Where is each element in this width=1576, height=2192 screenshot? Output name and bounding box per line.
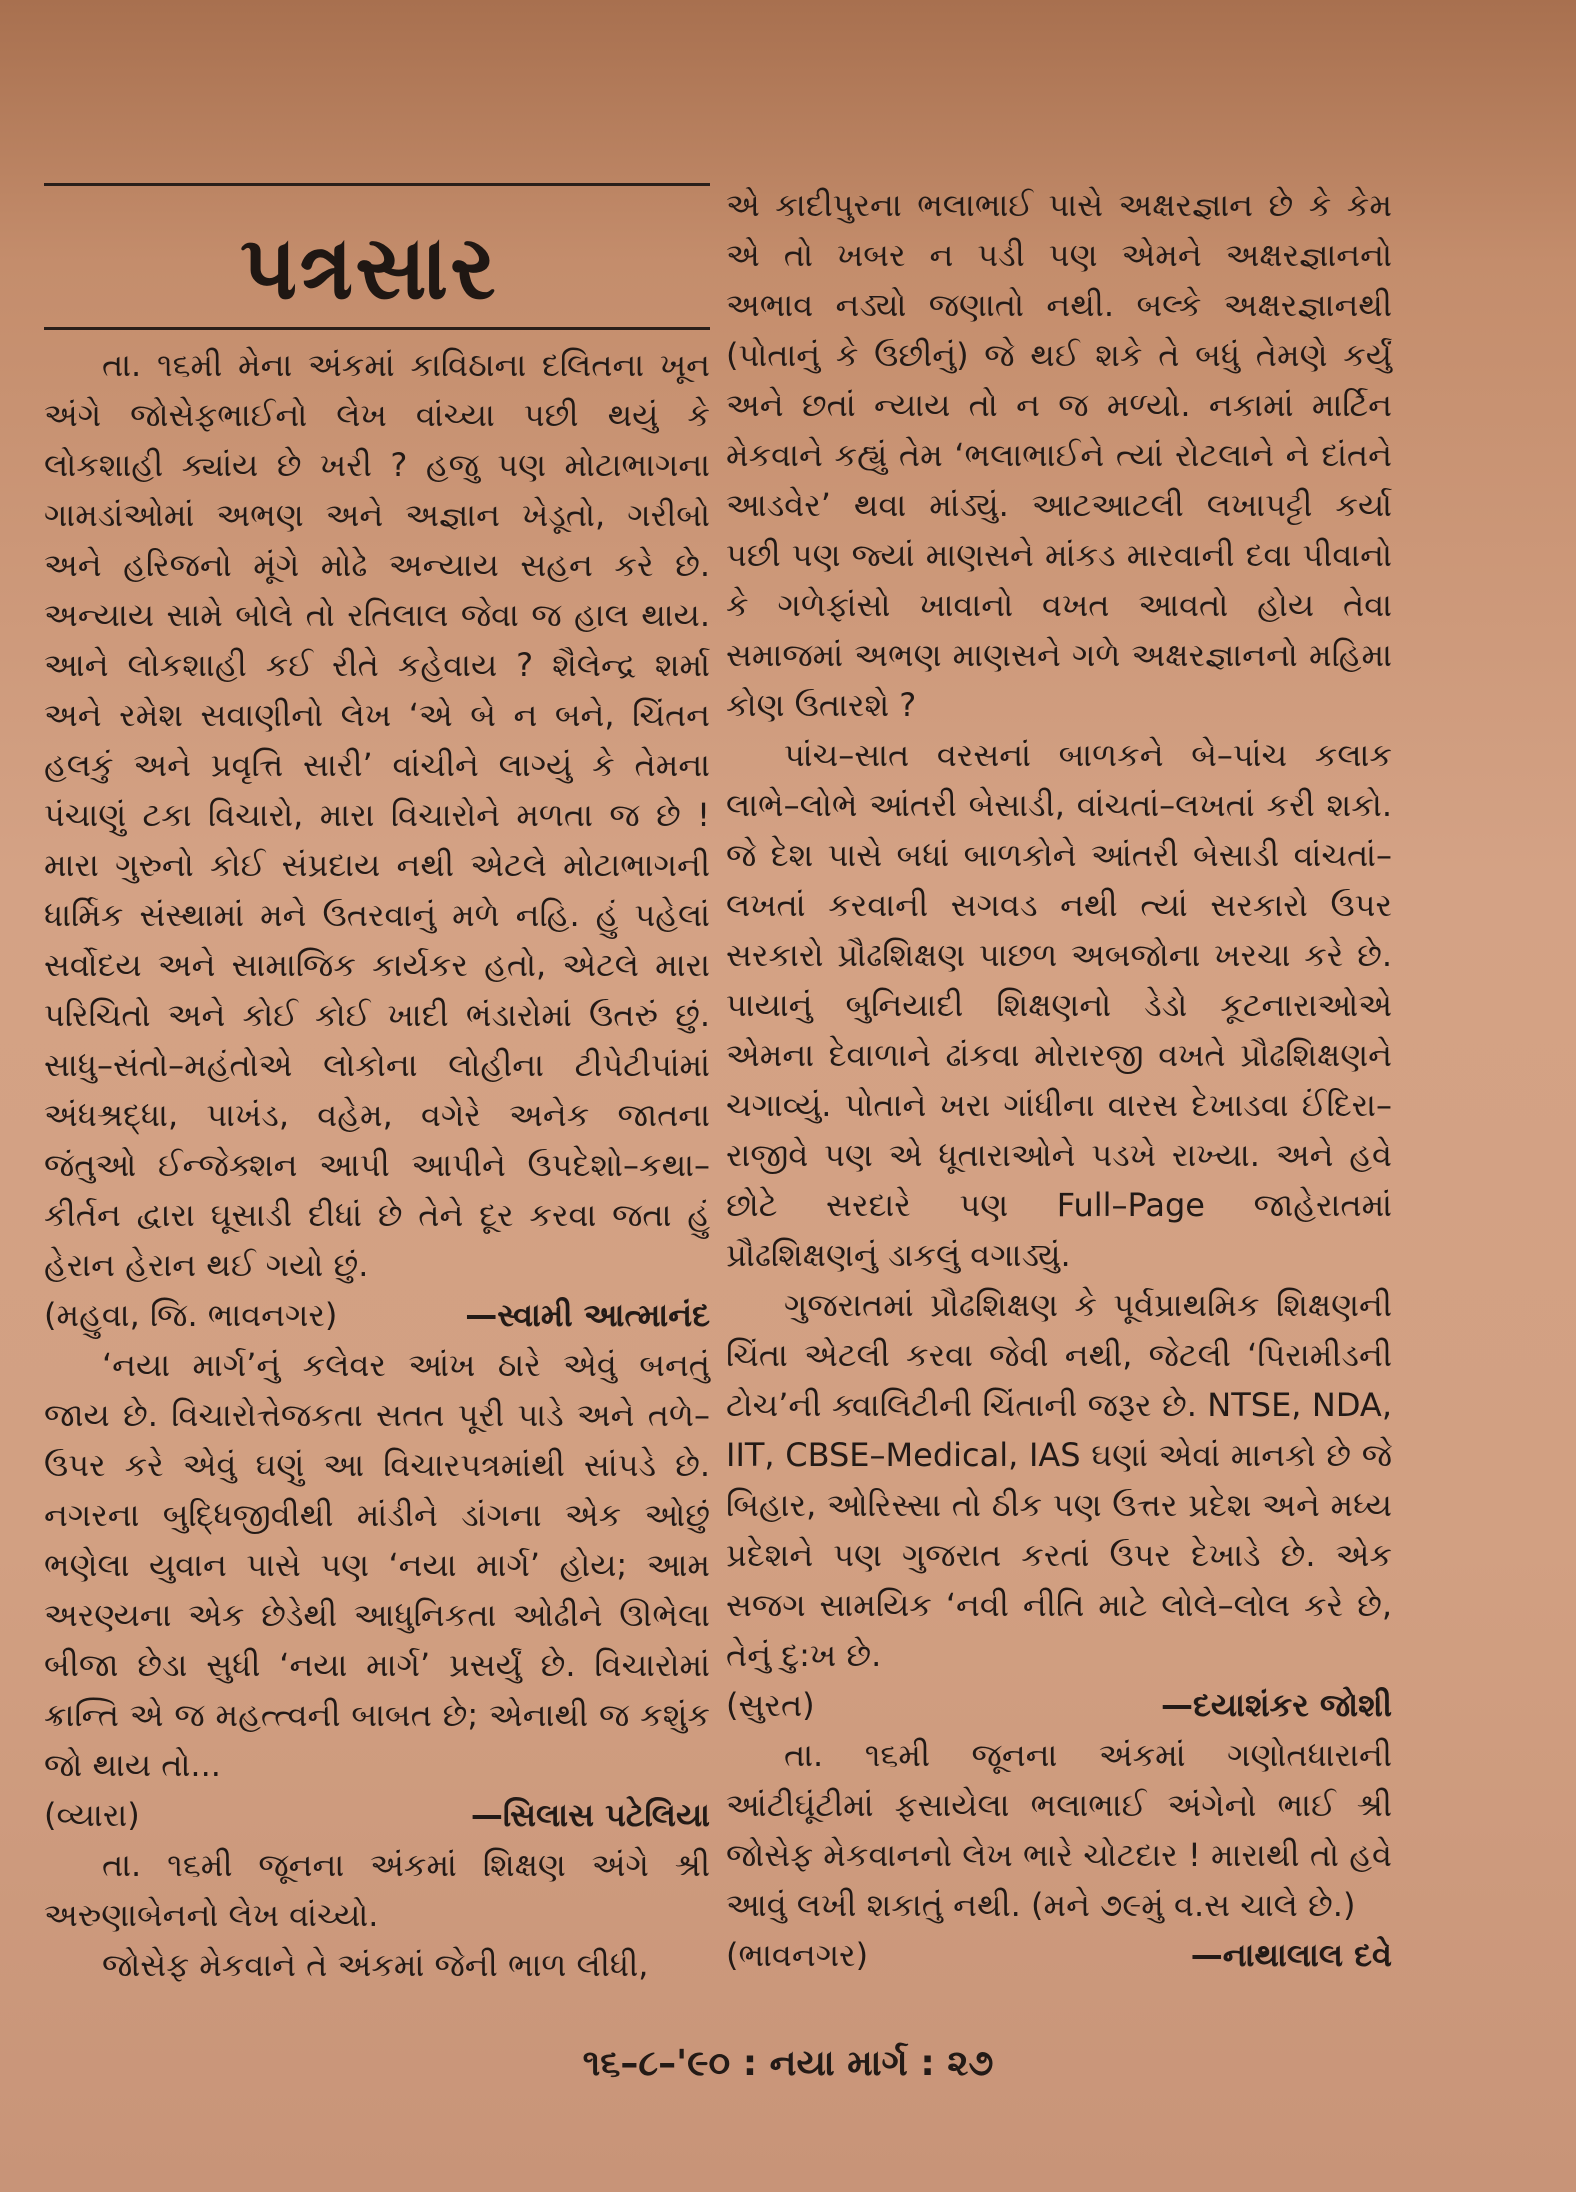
signature-name: —નાથાલાલ દવે — [1190, 1936, 1392, 1974]
title-bottom-rule — [44, 327, 710, 330]
letter-paragraph: ગુજરાતમાં પ્રૌઢશિક્ષણ કે પૂર્વપ્રાથમિક શિક્ષણની ચિંતા એટલી કરવા જેવી નથી, જેટલી ‘પિરામીડની ટોચ’ની ક્વાલિટીની ચિંતાની જરૂર છે. NTSE, NDA, IIT, CBSE–Medical, IAS ઘણાં એવાં માનકો છે જે બિહાર, ઓરિસ્સા તો ઠીક પણ ઉત્તર પ્રદેશ અને મધ્ય પ્રદેશને પણ ગુજરાત કરતાં ઉપર દેખાડે છે. એક સજગ સામયિક ‘નવી નીતિ માટે લોલે–લોલ કરે છે, તેનું દુ:ખ છે. — [726, 1286, 1392, 1674]
page-footer: ૧૬–૮–'૯૦ : નયા માર્ગ : ૨૭ — [582, 2043, 994, 2084]
signature-name: —સ્વામી આત્માનંદ — [465, 1296, 710, 1334]
letter-paragraph: તા. ૧૬મી જૂનના અંકમાં ગણોતધારાની આંટીઘૂંટીમાં ફસાયેલા ભલાભાઈ અંગેનો ભાઈ શ્રી જોસેફ મેકવાનનો લેખ ભારે ચોટદાર ! મારાથી તો હવે આવું લખી શકાતું નથી. (મને ૭૯મું વ.સ ચાલે છે.) — [726, 1736, 1392, 1924]
title-top-rule — [44, 183, 710, 186]
letter-signature — [726, 1930, 1392, 1980]
signature-place: (વ્યારા) — [44, 1796, 140, 1834]
letter-signature — [726, 1680, 1392, 1730]
right-column — [726, 180, 1392, 1980]
letter-paragraph: એ કાદીપુરના ભલાભાઈ પાસે અક્ષરજ્ઞાન છે કે કેમ એ તો ખબર ન પડી પણ એમને અક્ષરજ્ઞાનનો અભાવ નડ્યો જણાતો નથી. બલ્કે અક્ષરજ્ઞાનથી (પોતાનું કે ઉછીનું) જે થઈ શકે તે બધું તેમણે કર્યું અને છતાં ન્યાય તો ન જ મળ્યો. નકામાં માર્ટિન મેકવાને કહ્યું તેમ ‘ભલાભાઈને ત્યાં રોટલાને ને દાંતને આડવેર’ થવા માંડ્યું. આટઆટલી લખાપટ્ટી કર્યા પછી પણ જ્યાં માણસને માંકડ મારવાની દવા પીવાનો કે ગળેફાંસો ખાવાનો વખત આવતો હોય તેવા સમાજમાં અભણ માણસને ગળે અક્ષરજ્ઞાનનો મહિમા કોણ ઉતારશે ? — [726, 186, 1392, 724]
signature-name: —દયાશંકર જોશી — [1161, 1686, 1392, 1724]
signature-place: (મહુવા, જિ. ભાવનગર) — [44, 1296, 338, 1334]
letter-signature — [44, 1290, 710, 1340]
letter-paragraph: પાંચ–સાત વરસનાં બાળકને બે–પાંચ કલાક લાભે–લોભે આંતરી બેસાડી, વાંચતાં–લખતાં કરી શકો. જે દેશ પાસે બધાં બાળકોને આંતરી બેસાડી વાંચતાં–લખતાં કરવાની સગવડ નથી ત્યાં સરકારો ઉપર સરકારો પ્રૌઢશિક્ષણ પાછળ અબજોના ખરચા કરે છે. પાયાનું બુનિયાદી શિક્ષણનો ડેડો કૂટનારાઓએ એમના દેવાળાને ઢાંકવા મોરારજી વખતે પ્રૌઢશિક્ષણને ચગાવ્યું. પોતાને ખરા ગાંધીના વારસ દેખાડવા ઈંદિરા–રાજીવે પણ એ ધૂતારાઓને પડખે રાખ્યા. અને હવે છોટે સરદારે પણ Full–Page જાહેરાતમાં પ્રૌઢશિક્ષણનું ડાકલું વગાડ્યું. — [726, 736, 1392, 1274]
letter-paragraph: જોસેફ મેકવાને તે અંકમાં જેની ભાળ લીધી, — [102, 1946, 649, 1984]
left-column — [44, 340, 710, 1990]
signature-name: —સિલાસ પટેલિયા — [470, 1796, 710, 1834]
letter-signature — [44, 1790, 710, 1840]
letter-paragraph: તા. ૧૬મી જૂનના અંકમાં શિક્ષણ અંગે શ્રી અરુણાબેનનો લેખ વાંચ્યો. — [44, 1846, 710, 1934]
letter-paragraph: તા. ૧૬મી મેના અંકમાં કાવિઠાના દલિતના ખૂન અંગે જોસેફભાઈનો લેખ વાંચ્યા પછી થયું કે લોકશાહી ક્યાંય છે ખરી ? હજુ પણ મોટાભાગના ગામડાંઓમાં અભણ અને અજ્ઞાન ખેડૂતો, ગરીબો અને હરિજનો મૂંગે મોઢે અન્યાય સહન કરે છે. અન્યાય સામે બોલે તો રતિલાલ જેવા જ હાલ થાય. આને લોકશાહી કઈ રીતે કહેવાય ? શૈલેન્દ્ર શર્મા અને રમેશ સવાણીનો લેખ ‘એ બે ન બને, ચિંતન હલકું અને પ્રવૃત્તિ સારી’ વાંચીને લાગ્યું કે તેમના પંચાણું ટકા વિચારો, મારા વિચારોને મળતા જ છે ! મારા ગુરુનો કોઈ સંપ્રદાય નથી એટલે મોટાભાગની ધાર્મિક સંસ્થામાં મને ઉતરવાનું મળે નહિ. હું પહેલાં સર્વોદય અને સામાજિક કાર્યકર હતો, એટલે મારા પરિચિતો અને કોઈ કોઈ ખાદી ભંડારોમાં ઉતરું છું. સાધુ–સંતો–મહંતોએ લોકોના લોહીના ટીપેટીપાંમાં અંધશ્રદ્ધા, પાખંડ, વહેમ, વગેરે અનેક જાતના જંતુઓ ઈન્જેક્શન આપી આપીને ઉપદેશો–કથા–કીર્તન દ્વારા ઘૂસાડી દીધાં છે તેને દૂર કરવા જતા હું હેરાન હેરાન થઈ ગયો છું. — [44, 346, 710, 1284]
signature-place: (ભાવનગર) — [726, 1936, 869, 1974]
letter-paragraph: ‘નયા માર્ગ’નું કલેવર આંખ ઠારે એવું બનતું જાય છે. વિચારોત્તેજકતા સતત પૂરી પાડે અને તળે–ઉપર કરે એવું ઘણું આ વિચારપત્રમાંથી સાંપડે છે. નગરના બુદ્ધિજીવીથી માંડીને ડાંગના એક ઓછું ભણેલા યુવાન પાસે પણ ‘નયા માર્ગ’ હોય; આમ અરણ્યના એક છેડેથી આધુનિકતા ઓઢીને ઊભેલા બીજા છેડા સુધી ‘નયા માર્ગ’ પ્રસર્યું છે. વિચારોમાં ક્રાન્તિ એ જ મહત્ત્વની બાબત છે; એનાથી જ કશુંક જો થાય તો... — [44, 1346, 710, 1784]
page-title: પત્રસાર — [240, 216, 498, 319]
signature-place: (સુરત) — [726, 1686, 815, 1724]
